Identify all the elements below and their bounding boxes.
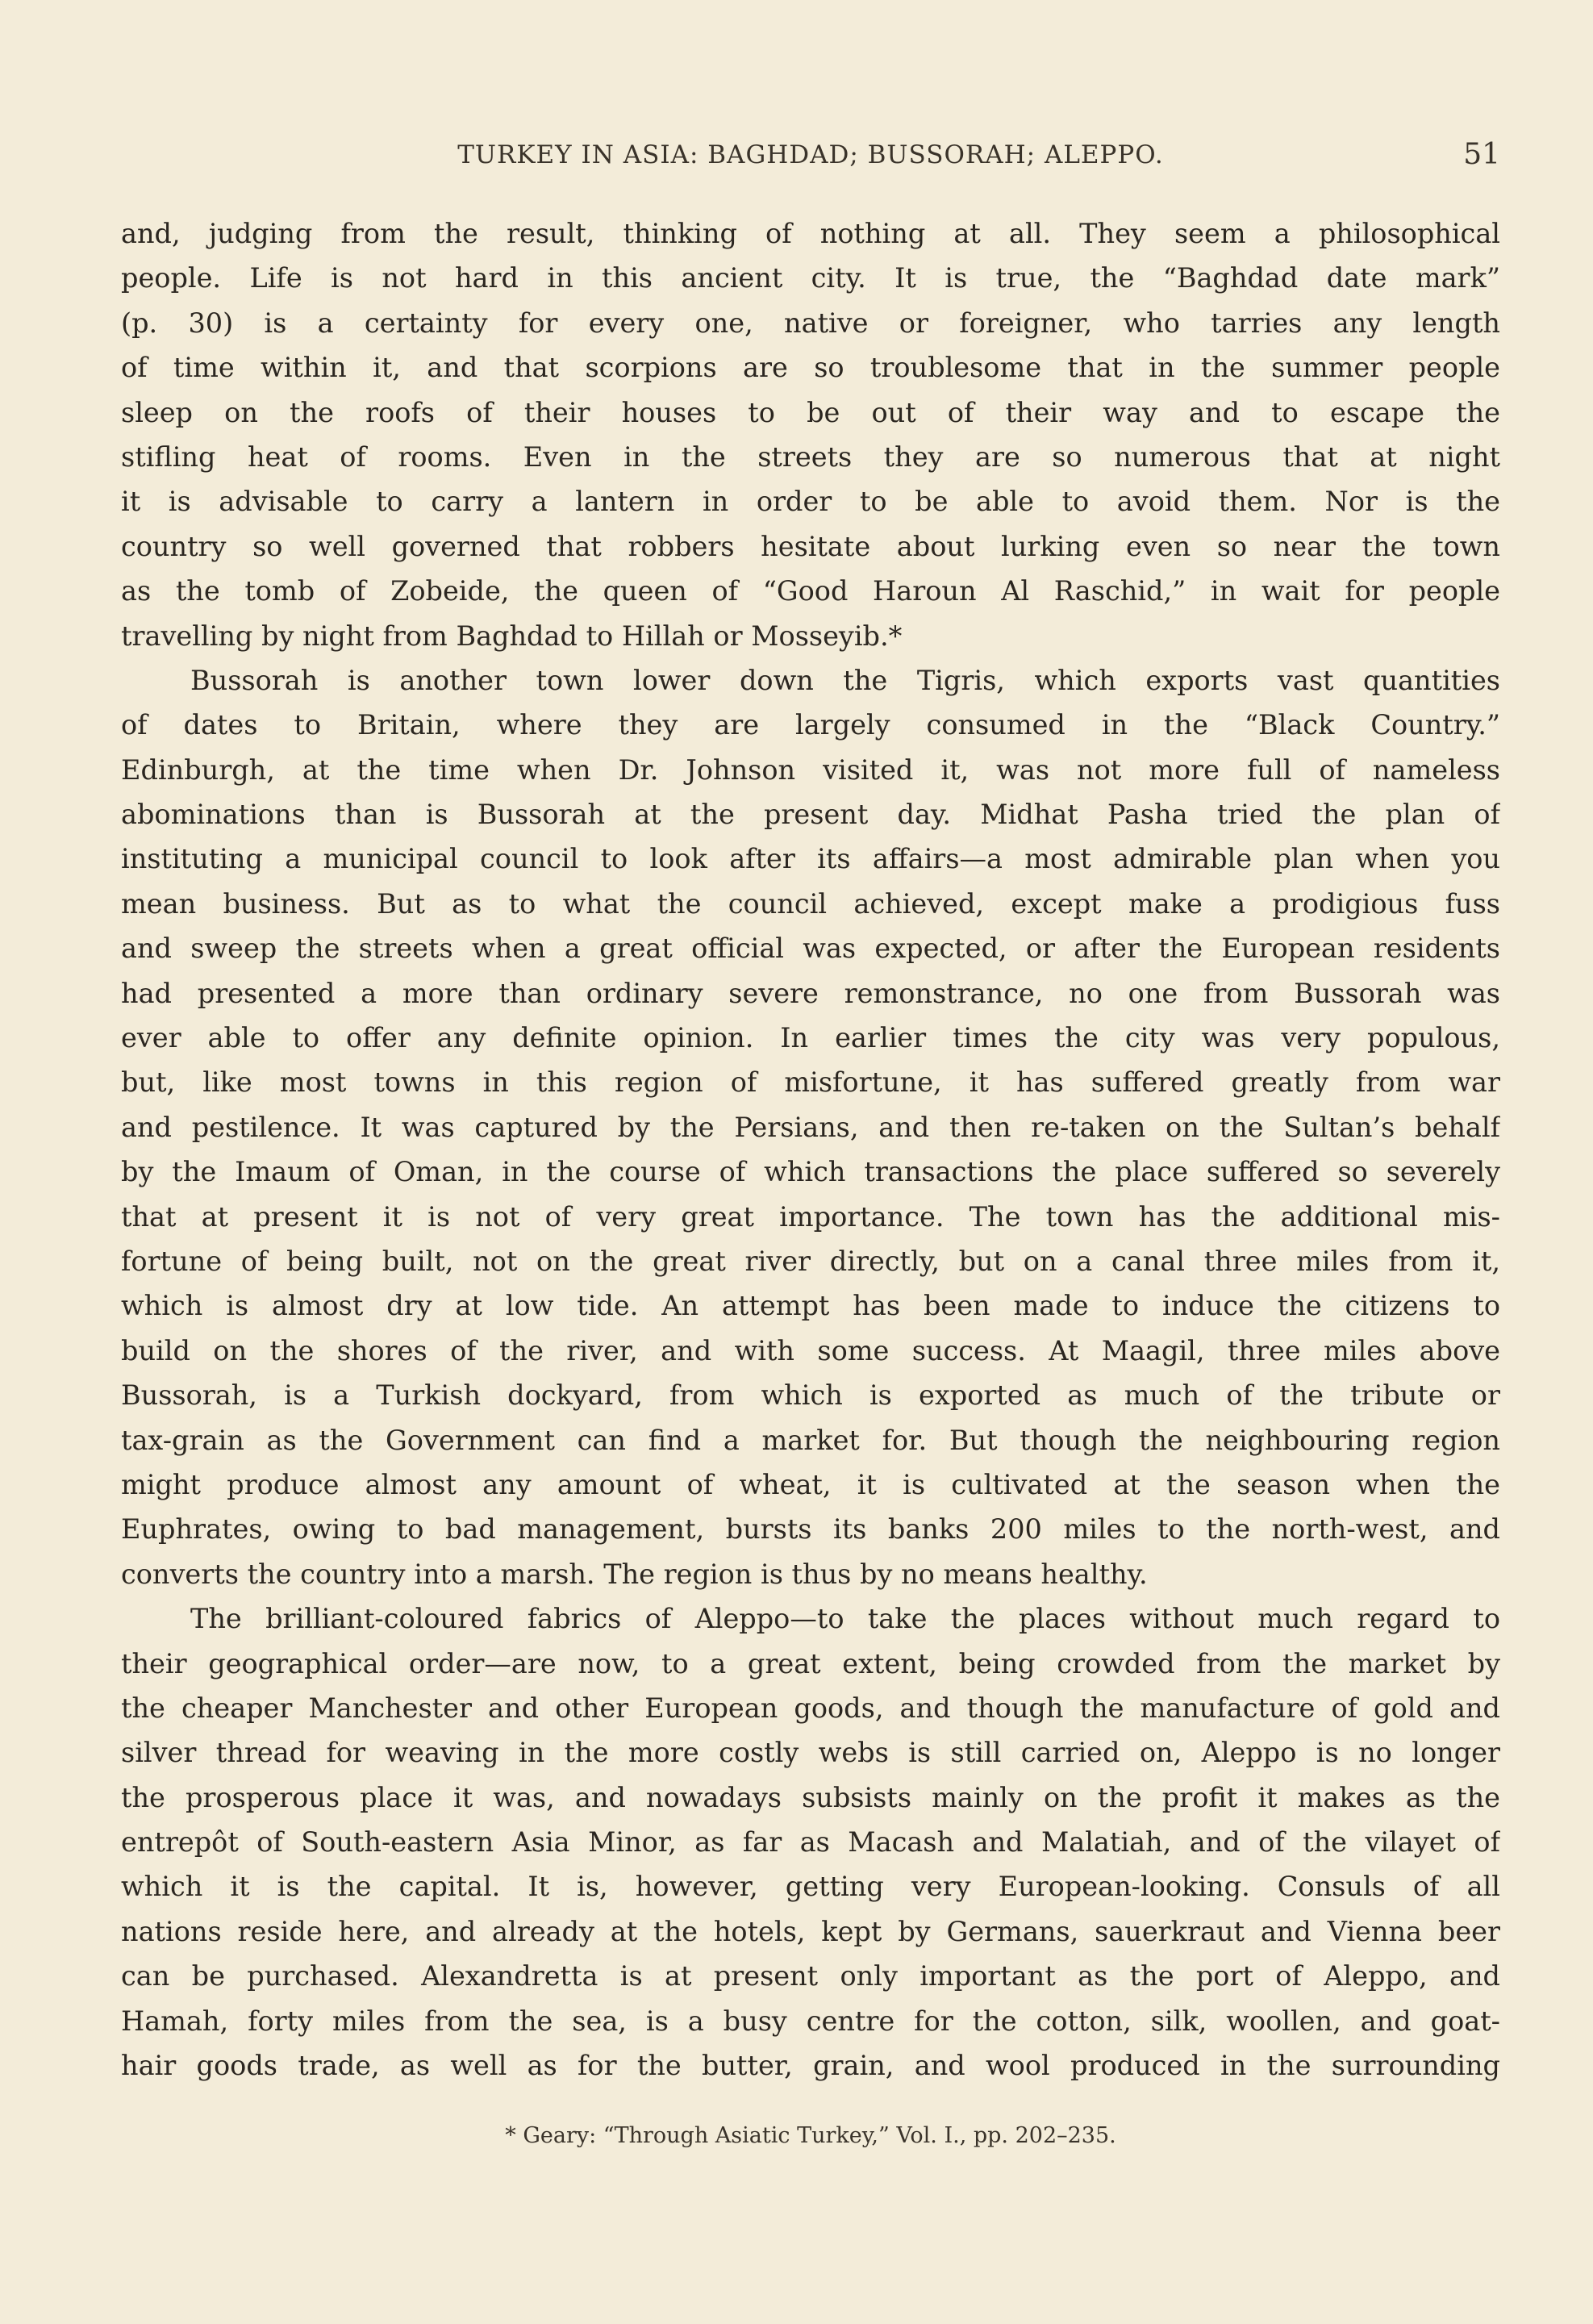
text-line: might produce almost any amount of wheat, it is cultivated at the season when the — [121, 1468, 1500, 1500]
footnote: * Geary: “Through Asiatic Turkey,” Vol. I., pp. 202–235. — [505, 2123, 1116, 2148]
text-line: of dates to Britain, where they are largely consumed in the “Black Country.” — [121, 709, 1500, 741]
text-line: mean business. But as to what the council achieved, except make a prodigious fuss — [121, 887, 1500, 920]
text-line: can be purchased. Alexandretta is at present only important as the port of Aleppo, and — [121, 1960, 1500, 1992]
text-line: but, like most towns in this region of misfortune, it has suffered greatly from war — [121, 1066, 1500, 1099]
text-line: Bussorah is another town lower down the Tigris, which exports vast quantities — [190, 664, 1500, 696]
text-line: which it is the capital. It is, however, getting very European-looking. Consuls of all — [121, 1871, 1500, 1903]
text-line: the cheaper Manchester and other European goods, and though the manufacture of gold and — [121, 1692, 1500, 1724]
text-line: that at present it is not of very great importance. The town has the additional mis- — [121, 1200, 1500, 1233]
text-line: the prosperous place it was, and nowadays subsists mainly on the profit it makes as the — [121, 1781, 1500, 1813]
text-line: by the Imaum of Oman, in the course of which transactions the place suffered so severely — [121, 1156, 1500, 1188]
text-line: travelling by night from Baghdad to Hillah or Mosseyib.* — [121, 620, 903, 652]
text-line: instituting a municipal council to look after its affairs—a most admirable plan when you — [121, 843, 1500, 875]
text-line: The brilliant-coloured fabrics of Aleppo—to take the places without much regard to — [190, 1603, 1500, 1635]
text-line: converts the country into a marsh. The region is thus by no means healthy. — [121, 1558, 1148, 1590]
text-line: and, judging from the result, thinking of nothing at all. They seem a philosophical — [121, 218, 1500, 249]
text-line: build on the shores of the river, and with some success. At Maagil, three miles above — [121, 1334, 1500, 1366]
page-header — [121, 136, 1500, 174]
text-line: Bussorah, is a Turkish dockyard, from which is exported as much of the tribute or — [121, 1379, 1500, 1412]
text-line: abominations than is Bussorah at the present day. Midhat Pasha tried the plan of — [121, 799, 1500, 831]
text-line: country so well governed that robbers hesitate about lurking even so near the town — [121, 530, 1500, 562]
text-line: and sweep the streets when a great official was expected, or after the European residents — [121, 933, 1500, 965]
text-line: Edinburgh, at the time when Dr. Johnson visited it, was not more full of nameless — [121, 753, 1500, 786]
text-line: their geographical order—are now, to a great extent, being crowded from the market by — [121, 1647, 1500, 1679]
text-line: tax-grain as the Government can find a market for. But though the neighbouring region — [121, 1424, 1500, 1456]
text-line: sleep on the roofs of their houses to be out of their way and to escape the — [121, 396, 1500, 428]
text-line: (p. 30) is a certainty for every one, native or foreigner, who tarries any length — [121, 307, 1500, 339]
text-line: of time within it, and that scorpions are so troublesome that in the summer people — [121, 352, 1500, 384]
text-line: and pestilence. It was captured by the Persians, and then re-taken on the Sultan’s behalf — [121, 1111, 1500, 1143]
text-line: entrepôt of South-eastern Asia Minor, as far as Macash and Malatiah, and of the vilayet of — [121, 1826, 1500, 1859]
text-line: nations reside here, and already at the hotels, kept by Germans, sauerkraut and Vienna beer — [121, 1915, 1500, 1947]
text-line: as the tomb of Zobeide, the queen of “Good Haroun Al Raschid,” in wait for people — [121, 575, 1500, 607]
text-line: silver thread for weaving in the more costly webs is still carried on, Aleppo is no longer — [121, 1737, 1500, 1769]
text-line: Euphrates, owing to bad management, bursts its banks 200 miles to the north-west, and — [121, 1513, 1500, 1546]
text-line: which is almost dry at low tide. An attempt has been made to induce the citizens to — [121, 1290, 1500, 1322]
body-text — [121, 211, 1500, 2088]
text-line: it is advisable to carry a lantern in order to be able to avoid them. Nor is the — [121, 486, 1500, 518]
text-line: stifling heat of rooms. Even in the streets they are so numerous that at night — [121, 440, 1500, 473]
text-line: Hamah, forty miles from the sea, is a busy centre for the cotton, silk, woollen, and goat- — [121, 2005, 1500, 2037]
text-line: ever able to offer any definite opinion. In earlier times the city was very populous, — [121, 1022, 1500, 1054]
text-line: people. Life is not hard in this ancient city. It is true, the “Baghdad date mark” — [121, 262, 1500, 294]
running-title: TURKEY IN ASIA: BAGHDAD; BUSSORAH; ALEPPO. — [457, 140, 1164, 169]
page-number: 51 — [1463, 138, 1500, 171]
text-line: fortune of being built, not on the great river directly, but on a canal three miles from it, — [121, 1245, 1500, 1277]
text-line: had presented a more than ordinary severe remonstrance, no one from Bussorah was — [121, 977, 1500, 1009]
text-line: hair goods trade, as well as for the butter, grain, and wool produced in the surrounding — [121, 2050, 1500, 2082]
